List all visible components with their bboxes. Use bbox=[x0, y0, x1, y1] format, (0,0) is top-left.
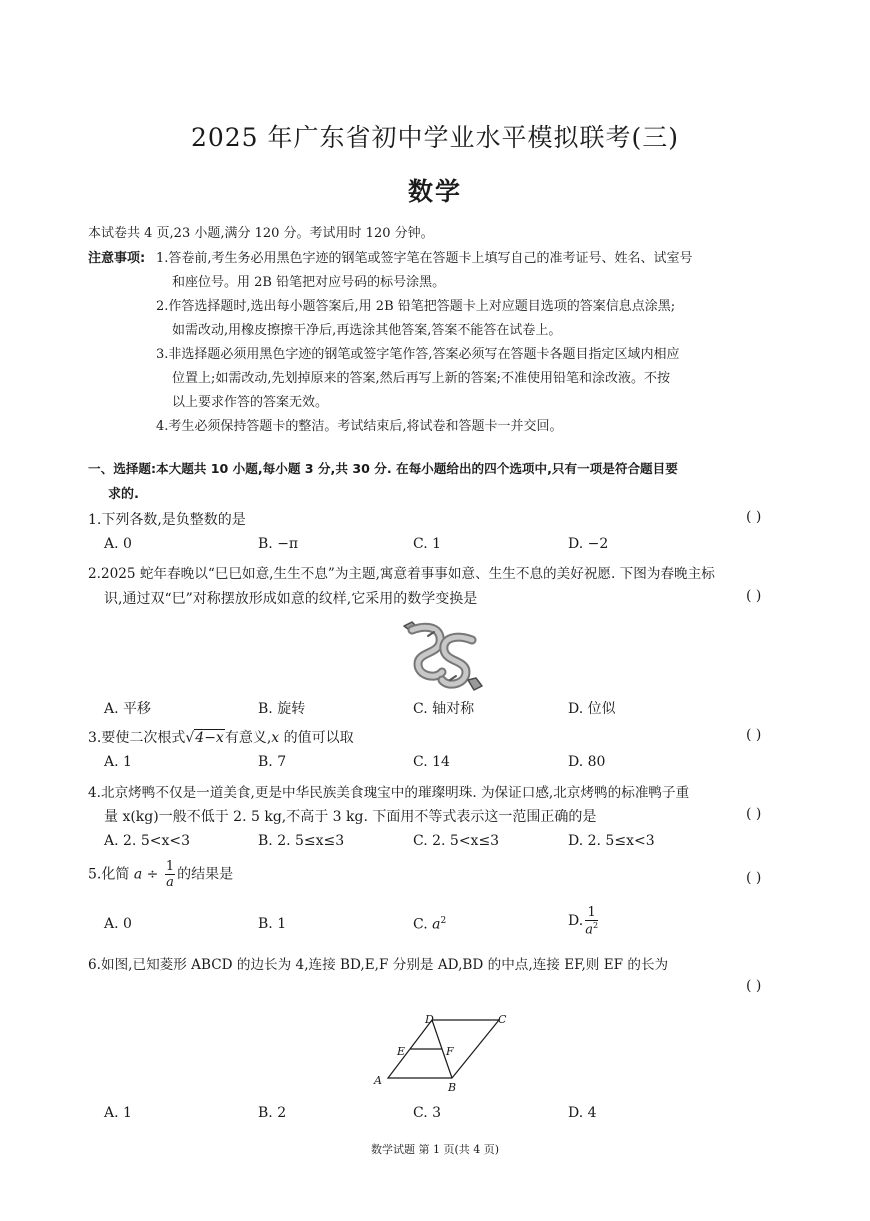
q2-stem-line1: 2.2025 蛇年春晚以“巳巳如意,生生不息”为主题,寓意着事事如意、生生不息的美好祝愿. 下图为春晚主标 bbox=[88, 566, 715, 582]
q6-answer-paren: ( ) bbox=[746, 978, 762, 994]
q5-stem-pre: 5.化简 bbox=[88, 866, 134, 883]
q3-stem-pre: 3.要使二次根式 bbox=[88, 730, 186, 746]
q4-answer-paren: ( ) bbox=[746, 806, 762, 822]
subject-title: 数学 bbox=[407, 177, 462, 206]
rhombus-figure bbox=[370, 1010, 520, 1094]
q1-option-a: A. 0 bbox=[104, 536, 132, 552]
q2-option-d: D. 位似 bbox=[568, 701, 616, 717]
exam-intro: 本试卷共 4 页,23 小题,满分 120 分。考试用时 120 分钟。 bbox=[88, 226, 434, 241]
page-footer: 数学试题 第 1 页(共 4 页) bbox=[370, 1143, 500, 1156]
q4-stem-line2: 量 x(kg)一般不低于 2. 5 kg,不高于 3 kg. 下面用不等式表示这一范围正确的是 bbox=[104, 809, 597, 825]
q4-option-d: D. 2. 5≤x<3 bbox=[568, 833, 655, 849]
q5-option-d-exp: 2 bbox=[592, 921, 599, 930]
q5-option-d bbox=[568, 906, 600, 936]
q6-option-c: C. 3 bbox=[413, 1105, 442, 1121]
point-d-label: D bbox=[425, 1013, 434, 1026]
q5-answer-paren: ( ) bbox=[746, 870, 762, 886]
point-f-label: F bbox=[446, 1045, 454, 1058]
q2-option-a: A. 平移 bbox=[104, 701, 152, 717]
q5-option-d-num: 1 bbox=[585, 906, 598, 921]
q2-option-c: C. 轴对称 bbox=[413, 701, 475, 717]
q3-option-d: D. 80 bbox=[568, 754, 606, 770]
q2-answer-paren: ( ) bbox=[746, 588, 762, 604]
q1-option-d: D. −2 bbox=[568, 536, 609, 552]
q2-option-b: B. 旋转 bbox=[258, 701, 306, 717]
q5-option-c-exp: 2 bbox=[440, 916, 447, 926]
q1-option-c: C. 1 bbox=[413, 536, 442, 552]
q5-divide: ÷ bbox=[142, 866, 163, 883]
q5-frac-den: a bbox=[166, 875, 174, 890]
q4-stem-line1: 4.北京烤鸭不仅是一道美食,更是中华民族美食瑰宝中的璀璨明珠. 为保证口感,北京烤鸭的标准鸭子重 bbox=[88, 785, 690, 801]
q3-variable: x bbox=[271, 730, 280, 746]
q5-option-b: B. 1 bbox=[258, 916, 287, 932]
q5-fraction bbox=[165, 860, 175, 889]
q6-option-d: D. 4 bbox=[568, 1105, 597, 1121]
q3-answer-paren: ( ) bbox=[746, 727, 762, 743]
q3-radicand: 4−x bbox=[195, 730, 224, 746]
q5-var-a: a bbox=[133, 866, 143, 883]
notes-line-6: 位置上;如需改动,先划掉原来的答案,然后再写上新的答案;不准使用铅笔和涂改液。不按 bbox=[172, 371, 671, 386]
q5-option-c-label: C. bbox=[413, 916, 433, 933]
q5-stem-post: 的结果是 bbox=[177, 866, 234, 883]
q5-stem bbox=[88, 860, 233, 889]
q3-stem-post: 有意义, bbox=[224, 730, 272, 746]
q6-option-b: B. 2 bbox=[258, 1105, 287, 1121]
q5-option-a: A. 0 bbox=[104, 916, 132, 932]
point-c-label: C bbox=[498, 1013, 507, 1026]
notes-line-5: 3.非选择题必须用黑色字迹的钢笔或签字笔作答,答案必须写在答题卡各题目指定区域内相应 bbox=[156, 347, 680, 362]
q6-option-a: A. 1 bbox=[104, 1105, 132, 1121]
q5-frac-num: 1 bbox=[165, 859, 175, 874]
q5-option-d-den-var: a bbox=[585, 922, 593, 938]
q4-option-c: C. 2. 5<x≤3 bbox=[413, 833, 500, 849]
section1-heading: 一、选择题:本大题共 10 小题,每小题 3 分,共 30 分. 在每小题给出的四个选项中,只有一项是符合题目要 bbox=[88, 461, 678, 476]
q5-option-c bbox=[413, 916, 446, 933]
q1-option-b: B. −π bbox=[258, 536, 299, 552]
q5-option-d-den bbox=[585, 921, 598, 936]
notes-line-4: 如需改动,用橡皮擦擦干净后,再选涂其他答案,答案不能答在试卷上。 bbox=[172, 323, 562, 338]
exam-title: 2025 年广东省初中学业水平模拟联考(三) bbox=[190, 123, 680, 152]
notes-line-1: 1.答卷前,考生务必用黑色字迹的钢笔或签字笔在答题卡上填写自己的准考证号、姓名、试室号 bbox=[156, 251, 693, 266]
q3-stem-end: 的值可以取 bbox=[279, 730, 354, 746]
notes-line-3: 2.作答选择题时,选出每小题答案后,用 2B 铅笔把答题卡上对应题目选项的答案信息点涂黑; bbox=[156, 299, 676, 314]
q5-option-d-fraction bbox=[585, 906, 598, 936]
q4-option-a: A. 2. 5<x<3 bbox=[104, 833, 190, 849]
q2-stem-line2: 识,通过双“巳”对称摆放形成如意的纹样,它采用的数学变换是 bbox=[104, 591, 478, 607]
q5-option-c-base: a bbox=[432, 916, 441, 933]
notes-line-2: 和座位号。用 2B 铅笔把对应号码的标号涂黑。 bbox=[172, 275, 446, 290]
q1-stem: 1.下列各数,是负整数的是 bbox=[88, 512, 246, 528]
q1-answer-paren: ( ) bbox=[746, 509, 762, 525]
point-a-label: A bbox=[374, 1074, 382, 1087]
point-b-label: B bbox=[448, 1081, 457, 1094]
q3-radical: √4−x bbox=[185, 730, 224, 746]
q3-option-c: C. 14 bbox=[413, 754, 450, 770]
q4-option-b: B. 2. 5≤x≤3 bbox=[258, 833, 345, 849]
notes-line-8: 4.考生必须保持答题卡的整洁。考试结束后,将试卷和答题卡一并交回。 bbox=[156, 419, 563, 434]
q3-stem bbox=[88, 727, 354, 747]
notes-line-7: 以上要求作答的答案无效。 bbox=[172, 395, 329, 410]
spring-festival-logo-image bbox=[398, 620, 486, 692]
notes-label: 注意事项: bbox=[88, 251, 146, 266]
q3-option-a: A. 1 bbox=[104, 754, 132, 770]
q5-option-d-label: D. bbox=[568, 913, 584, 930]
q6-stem: 6.如图,已知菱形 ABCD 的边长为 4,连接 BD,E,F 分别是 AD,BD 的中点,连接 EF,则 EF 的长为 bbox=[88, 957, 669, 973]
q3-option-b: B. 7 bbox=[258, 754, 287, 770]
section1-heading-cont: 求的. bbox=[108, 487, 139, 502]
point-e-label: E bbox=[397, 1045, 406, 1058]
